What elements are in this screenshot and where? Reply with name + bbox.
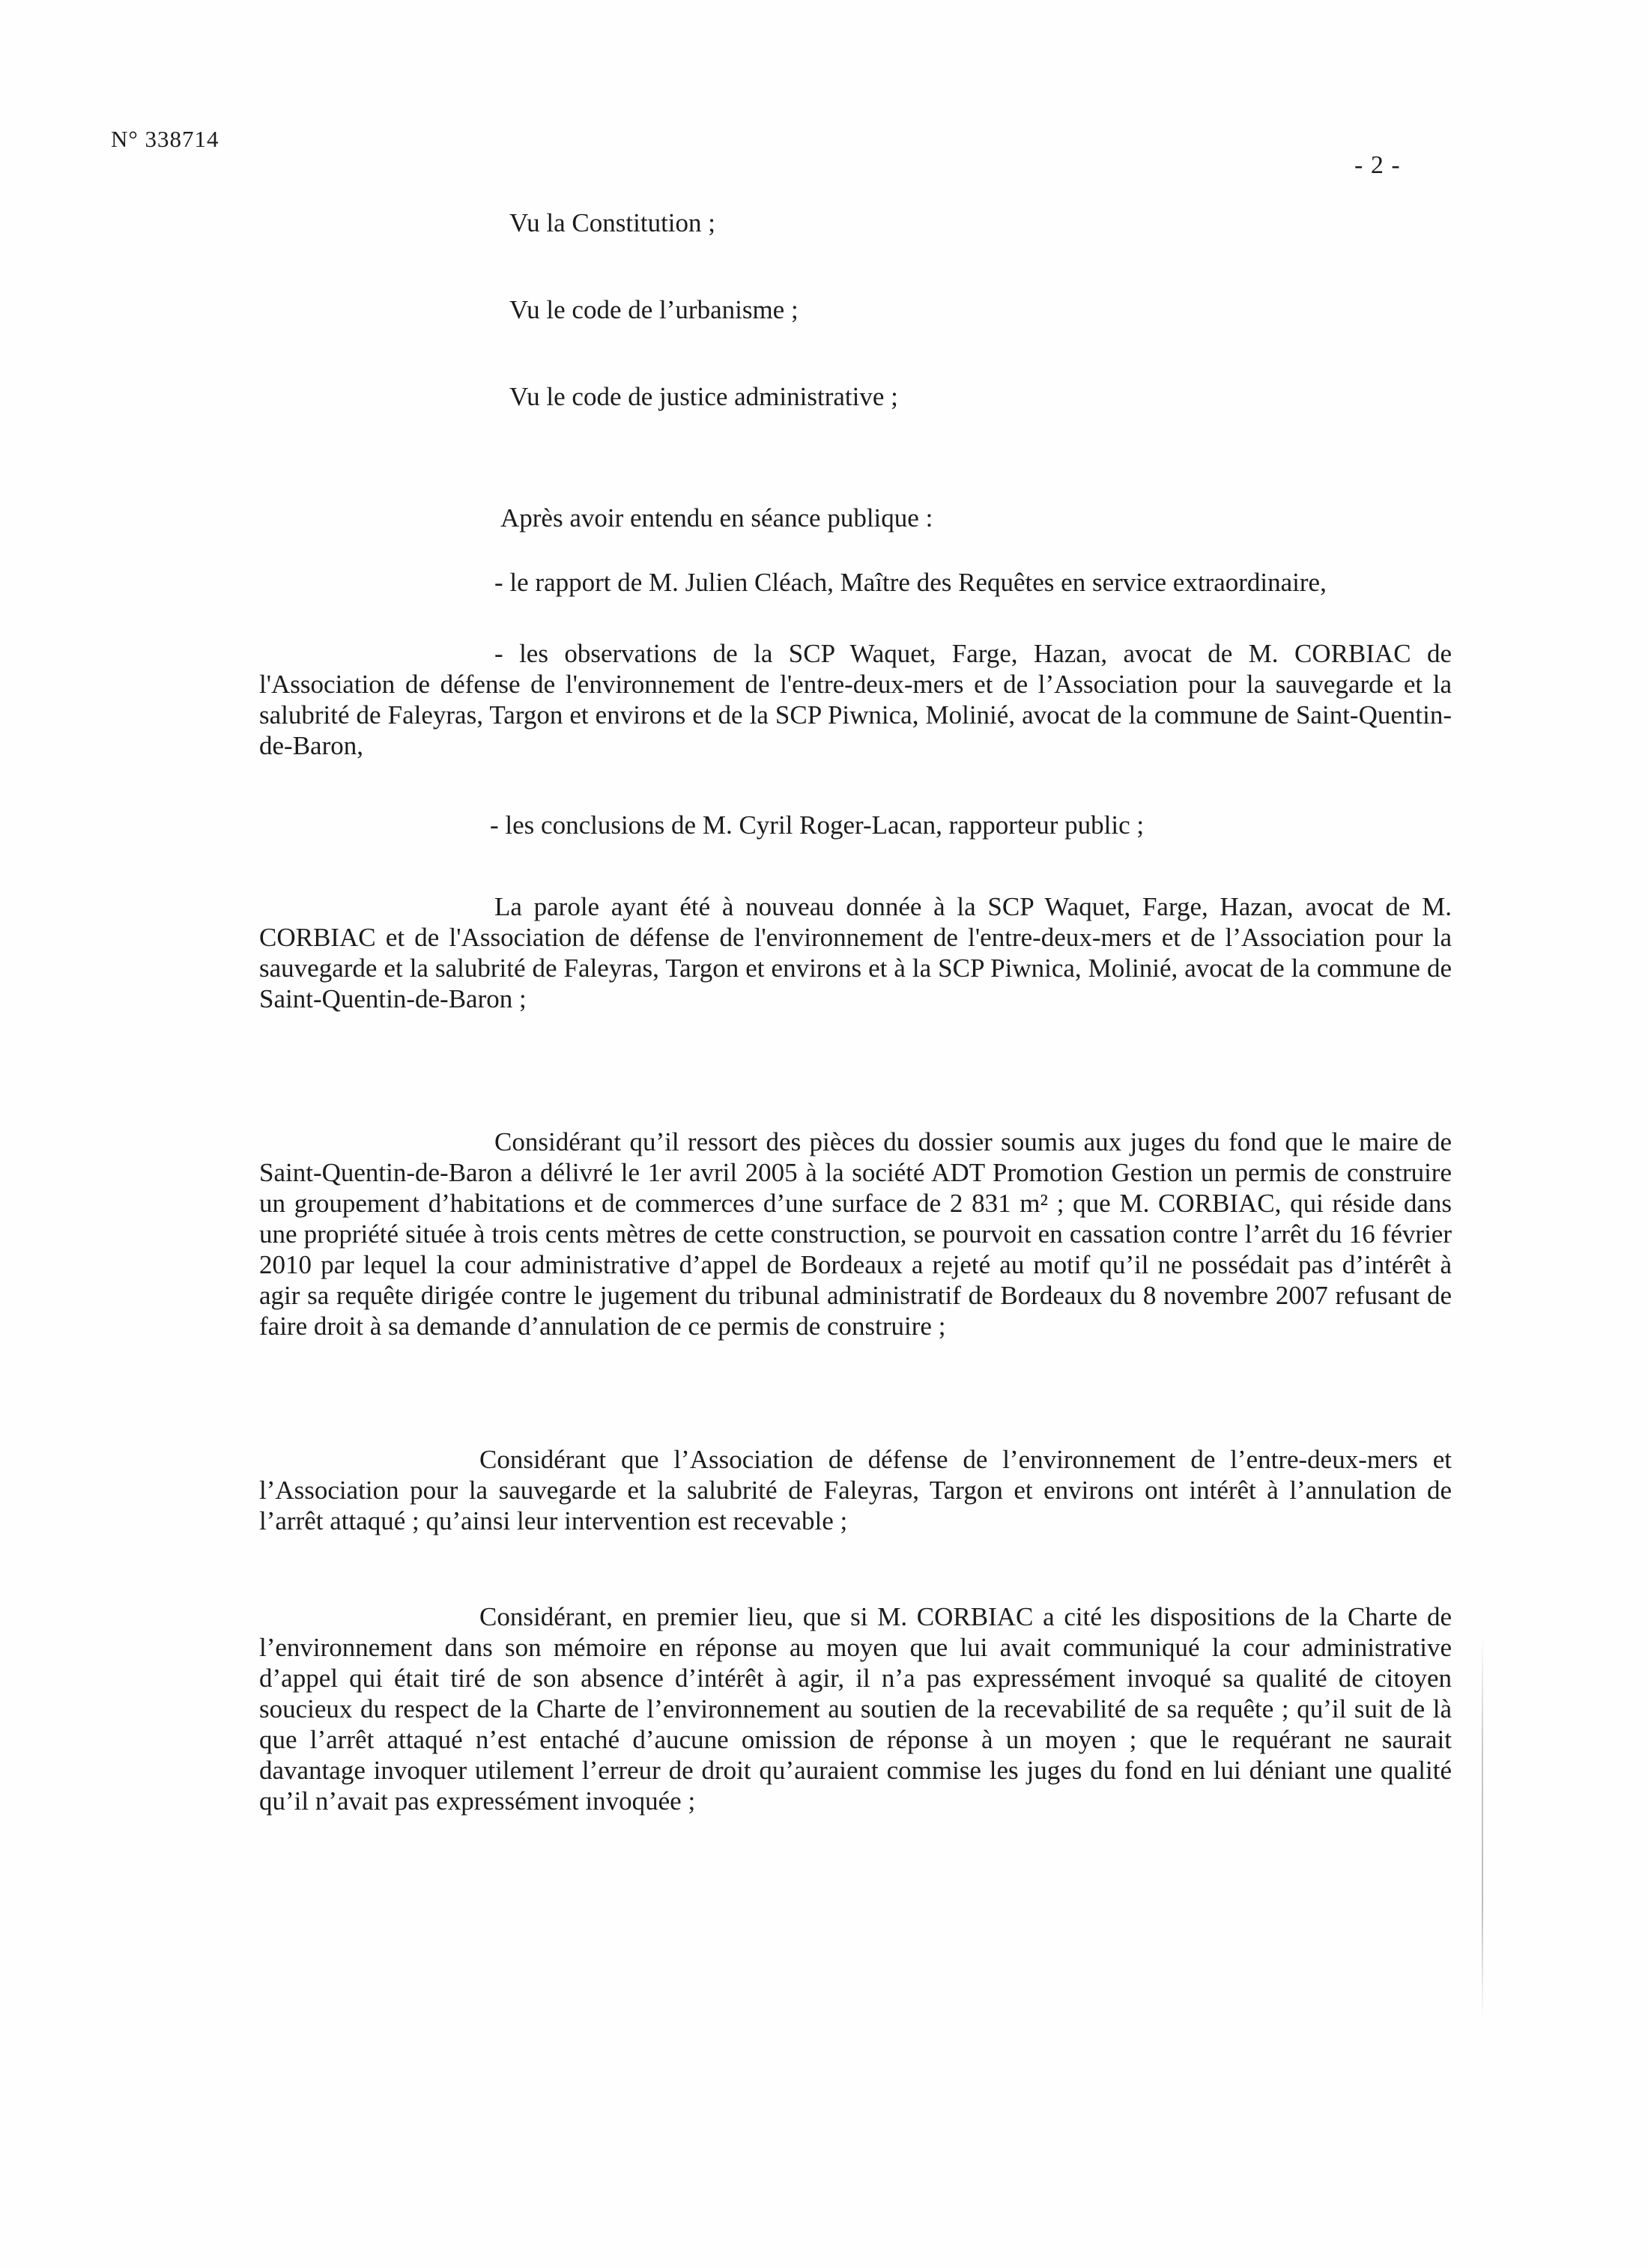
observations-rest: de l'Association de défense de l'environnement de l'entre-deux-mers et de l’Association pour la sauvegarde et la salubrité de Faleyras, Targon et environs et de la SCP Piwnica, Molinié, avocat de la commune de Saint-Quentin-de-Baron, (259, 639, 1452, 760)
hearing-intro: Après avoir entendu en séance publique : (500, 503, 933, 533)
hearing-rapport: - le rapport de M. Julien Cléach, Maître des Requêtes en service extraordinaire, (494, 568, 1327, 597)
hearing-conclusions: - les conclusions de M. Cyril Roger-Lacan, rapporteur public ; (490, 810, 1145, 840)
visa-code-justice: Vu le code de justice administrative ; (509, 382, 898, 411)
document-number: N° 338714 (111, 126, 219, 152)
paragraph-parole: La parole ayant été à nouveau donnée à la SCP Waquet, Farge, Hazan, avocat de M. CORBIAC et de l'Association de défense de l'environnement de l'entre-deux-mers et de l’Association pour la sauvegarde et la salubrité de Faleyras, Targon et environs et à la SCP Piwnica, Molinié, avocat de la commune de Saint-Quentin-de-Baron ; (259, 892, 1452, 1013)
observations-lead: - les observations de la SCP Waquet, Farge, Hazan, avocat de M. CORBIAC (494, 639, 1411, 668)
visa-constitution: Vu la Constitution ; (509, 208, 715, 237)
page-edge-line (1482, 1633, 1483, 2022)
paragraph-considerant-1: Considérant qu’il ressort des pièces du dossier soumis aux juges du fond que le maire de Saint-Quentin-de-Baron a délivré le 1er avril 2005 à la société ADT Promotion Gestion un permis de construire un groupement d’habitations et de commerces d’une surface de 2 831 m² ; que M. CORBIAC, qui réside dans une propriété située à trois cents mètres de cette construction, se pourvoit en cassation contre l’arrêt du 16 février 2010 par lequel la cour administrative d’appel de Bordeaux a rejeté au motif qu’il ne possédait pas d’intérêt à agir sa requête dirigée contre le jugement du tribunal administratif de Bordeaux du 8 novembre 2007 refusant de faire droit à sa demande d’annulation de ce permis de construire ; (259, 1127, 1452, 1341)
page-number: - 2 - (1354, 151, 1401, 179)
visa-code-urbanisme: Vu le code de l’urbanisme ; (509, 295, 799, 324)
paragraph-considerant-2: Considérant que l’Association de défense de l’environnement de l’entre-deux-mers et l’Association pour la sauvegarde et la salubrité de Faleyras, Targon et environs ont intérêt à l’annulation de l’arrêt attaqué ; qu’ainsi leur intervention est recevable ; (259, 1445, 1452, 1535)
hearing-observations (259, 638, 1452, 761)
paragraph-considerant-3: Considérant, en premier lieu, que si M. CORBIAC a cité les dispositions de la Charte de l’environnement dans son mémoire en réponse au moyen que lui avait communiqué la cour administrative d’appel qui était tiré de son absence d’intérêt à agir, il n’a pas expressément invoqué sa qualité de citoyen soucieux du respect de la Charte de l’environnement au soutien de la recevabilité de sa requête ; qu’il suit de là que l’arrêt attaqué n’est entaché d’aucune omission de réponse à un moyen ; que le requérant ne saurait davantage invoquer utilement l’erreur de droit qu’auraient commise les juges du fond en lui déniant une qualité qu’il n’avait pas expressément invoquée ; (259, 1602, 1452, 1816)
